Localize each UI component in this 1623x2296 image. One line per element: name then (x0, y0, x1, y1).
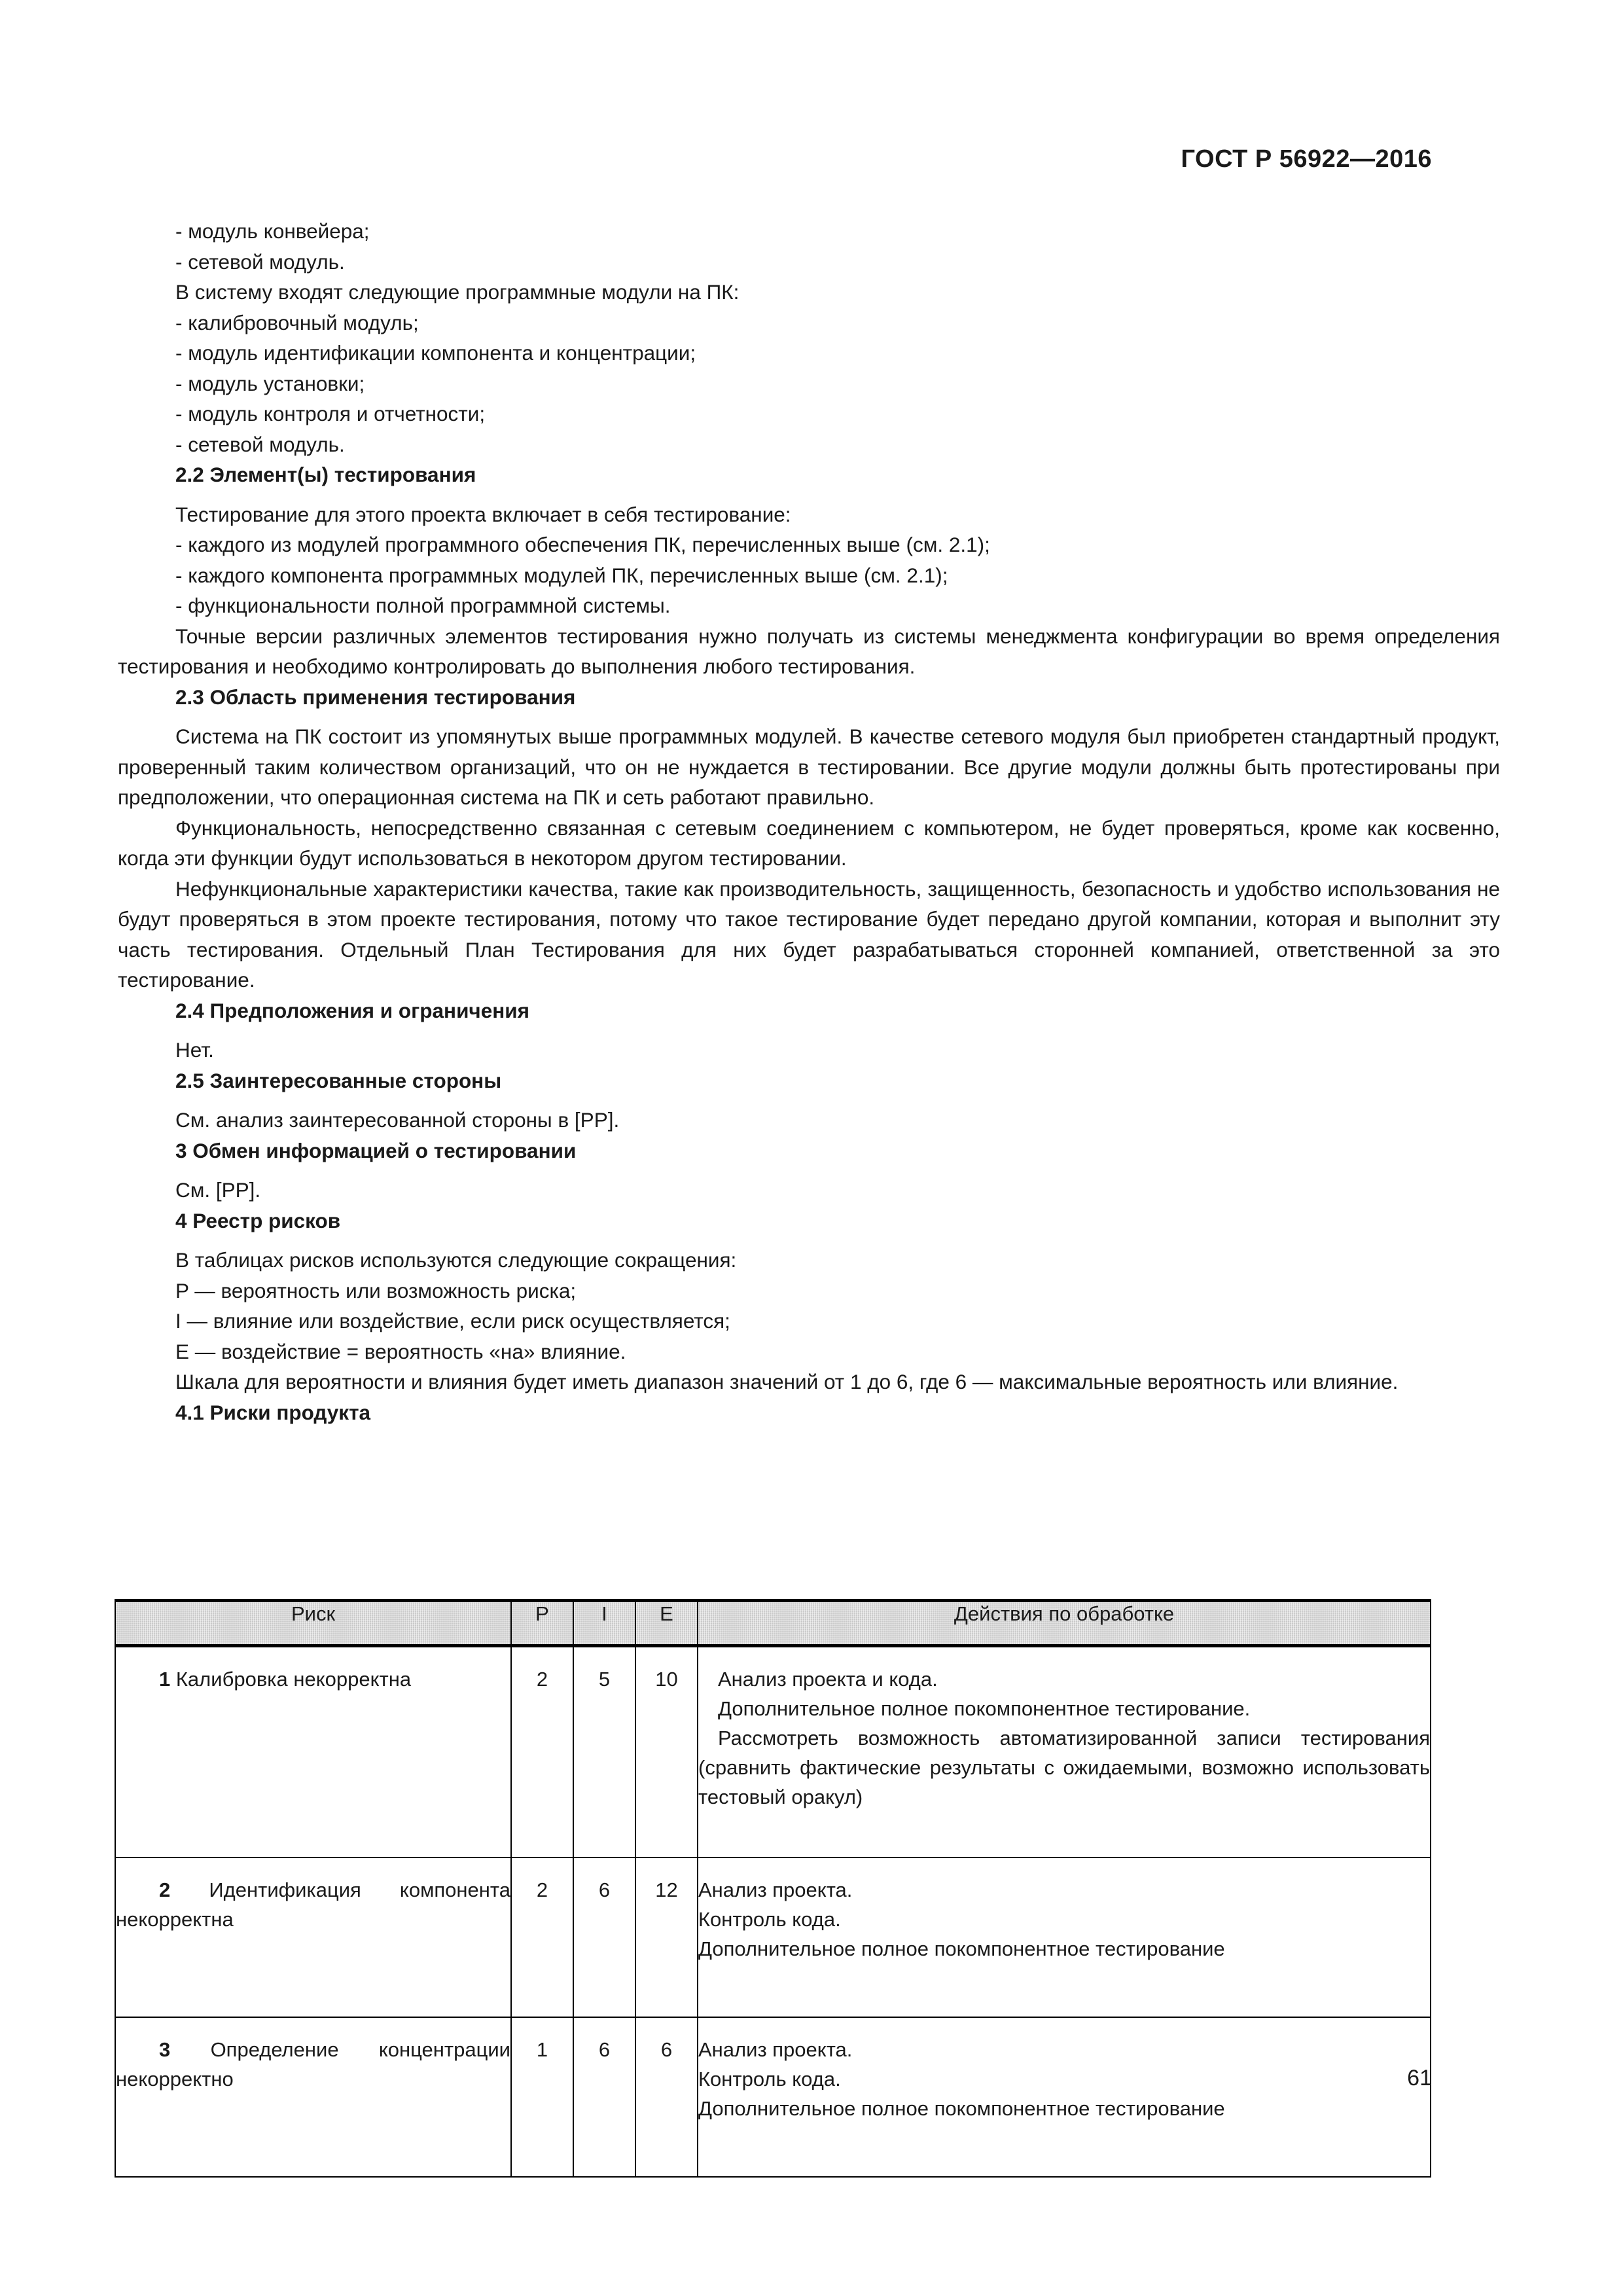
list-item: - калибровочный модуль; (175, 310, 419, 334)
risk-text: Идентификация компонента некорректна (116, 1878, 510, 1931)
cell-p: 1 (511, 2017, 573, 2177)
list-item: - модуль установки; (175, 371, 365, 395)
list-item: - модуль конвейера; (175, 219, 370, 243)
column-header-i: I (573, 1601, 635, 1646)
list-item: - модуль идентификации компонента и концентрации; (175, 341, 696, 365)
section-3-body: См. [PP]. (175, 1178, 261, 1202)
section-heading-4-1: 4.1 Риски продукта (175, 1400, 371, 1424)
cell-e: 6 (635, 2017, 698, 2177)
product-risks-table (115, 1599, 1431, 2178)
action-item: Контроль кода. (698, 2068, 841, 2090)
cell-actions (698, 1857, 1431, 2017)
column-header-e: E (635, 1601, 698, 1646)
section-2-5-body: См. анализ заинтересованной стороны в [PP]. (175, 1108, 620, 1132)
table-row (115, 2017, 1431, 2177)
cell-e: 10 (635, 1646, 698, 1858)
list-item: - каждого компонента программных модулей ПК, перечисленных выше (см. 2.1); (175, 563, 948, 587)
risk-number: 1 (159, 1668, 171, 1691)
cell-risk (115, 1857, 511, 2017)
cell-i: 6 (573, 2017, 635, 2177)
risk-number: 3 (159, 2038, 171, 2061)
action-item: Анализ проекта и кода. (718, 1668, 938, 1691)
section-heading-3: 3 Обмен информацией о тестировании (175, 1138, 577, 1162)
abbreviation-e: E — воздействие = вероятность «на» влияние. (175, 1339, 626, 1363)
list-lead-in: В систему входят следующие программные модули на ПК: (175, 280, 740, 304)
risk-number: 2 (159, 1878, 171, 1901)
section-heading-2-5: 2.5 Заинтересованные стороны (175, 1068, 502, 1092)
action-item: Дополнительное полное покомпонентное тестирование (698, 2097, 1225, 2120)
product-risks-table-container (115, 1599, 1431, 2178)
list-item: - сетевой модуль. (175, 432, 345, 456)
action-item: Дополнительное полное покомпонентное тестирование (698, 1937, 1225, 1960)
table-row (115, 1646, 1431, 1858)
section-2-2-lead-in: Тестирование для этого проекта включает в себя тестирование: (175, 502, 791, 526)
cell-risk (115, 2017, 511, 2177)
action-item: Анализ проекта. (698, 2038, 853, 2061)
action-item: Контроль кода. (698, 1908, 841, 1931)
section-2-3-paragraph-3: Нефункциональные характеристики качества, такие как производительность, защищенность, безопасность и удобство использования не будут проверяться в этом проекте тестирования, потому что такое тестирование будет передано другой компании, которая и выполнит эту часть тестирования. Отдельный План Тестирования для них будет разрабатываться сторонней компанией, ответственной за это тестирование. (118, 876, 1500, 992)
section-2-4-body: Нет. (175, 1038, 214, 1062)
risk-text: Определение концентрации некорректно (116, 2038, 510, 2090)
action-item: Рассмотреть возможность автоматизированной записи тестирования (сравнить фактические результаты с ожидаемыми, возможно использовать тестовый оракул) (698, 1727, 1430, 1808)
section-4-scale-note: Шкала для вероятности и влияния будет иметь диапазон значений от 1 до 6, где 6 — максимальные вероятность или влияние. (175, 1370, 1399, 1393)
cell-risk (115, 1646, 511, 1858)
list-item: - сетевой модуль. (175, 249, 345, 274)
column-header-actions: Действия по обработке (698, 1601, 1431, 1646)
cell-actions (698, 2017, 1431, 2177)
abbreviation-i: I — влияние или воздействие, если риск осуществляется; (175, 1309, 730, 1333)
column-header-risk: Риск (115, 1601, 511, 1646)
cell-i: 5 (573, 1646, 635, 1858)
risk-text: Калибровка некорректна (175, 1668, 412, 1691)
cell-p: 2 (511, 1646, 573, 1858)
table-header-row (115, 1601, 1431, 1646)
action-item: Анализ проекта. (698, 1878, 853, 1901)
section-heading-2-2: 2.2 Элемент(ы) тестирования (175, 463, 476, 486)
section-2-2-paragraph: Точные версии различных элементов тестирования нужно получать из системы менеджмента конфигурации во время определения тестирования и необходимо контролировать до выполнения любого тестирования. (118, 624, 1500, 678)
list-item: - модуль контроля и отчетности; (175, 402, 486, 425)
action-item: Дополнительное полное покомпонентное тестирование. (718, 1697, 1251, 1720)
section-4-lead-in: В таблицах рисков используются следующие сокращения: (175, 1248, 737, 1272)
section-2-3-paragraph-1: Система на ПК состоит из упомянутых выше программных модулей. В качестве сетевого модуля был приобретен стандартный продукт, проверенный таким количеством организаций, что он не нуждается в тестировании. Все другие модули должны быть протестированы при предположении, что операционная система на ПК и сеть работают правильно. (118, 725, 1500, 809)
cell-i: 6 (573, 1857, 635, 2017)
document-body (118, 216, 1500, 1427)
cell-p: 2 (511, 1857, 573, 2017)
running-header-standard-ref: ГОСТ Р 56922—2016 (1181, 145, 1432, 173)
column-header-p: P (511, 1601, 573, 1646)
table-row (115, 1857, 1431, 2017)
section-heading-4: 4 Реестр рисков (175, 1208, 341, 1232)
list-item: - каждого из модулей программного обеспечения ПК, перечисленных выше (см. 2.1); (175, 533, 990, 556)
list-item: - функциональности полной программной системы. (175, 594, 671, 617)
section-2-3-paragraph-2: Функциональность, непосредственно связанная с сетевым соединением с компьютером, не будет проверяться, кроме как косвенно, когда эти функции будут использоваться в некотором другом тестировании. (118, 816, 1500, 870)
cell-e: 12 (635, 1857, 698, 2017)
section-heading-2-3: 2.3 Область применения тестирования (175, 685, 576, 709)
page-number: 61 (1407, 2066, 1432, 2090)
abbreviation-p: P — вероятность или возможность риска; (175, 1278, 577, 1302)
section-heading-2-4: 2.4 Предположения и ограничения (175, 998, 530, 1022)
cell-actions (698, 1646, 1431, 1858)
